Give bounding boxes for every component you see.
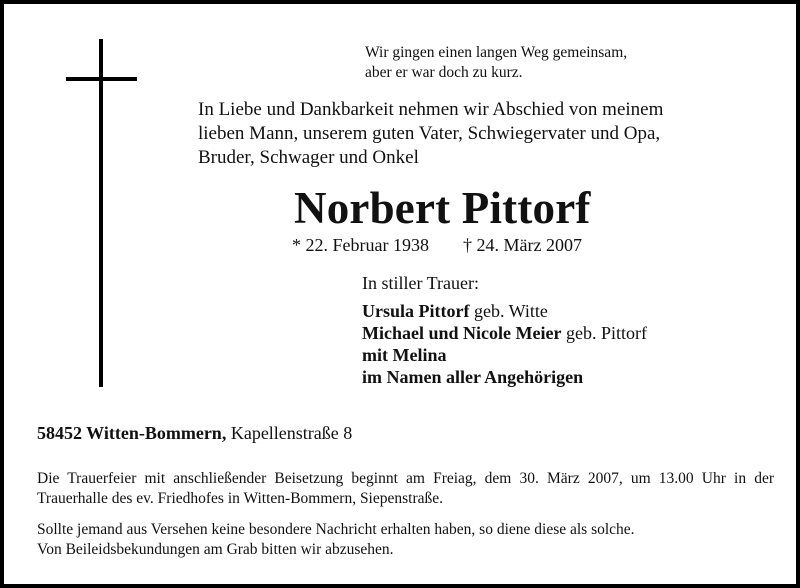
notice-paragraph [37, 520, 777, 560]
notice-line-1: Sollte jemand aus Versehen keine besondere Nachricht erhalten haben, so diene diese als solche. [37, 521, 635, 538]
mourner-line [362, 300, 647, 322]
deceased-name: Norbert Pittorf [294, 183, 591, 233]
mourner-name: im Namen aller Angehörigen [362, 367, 584, 387]
quote [365, 43, 627, 83]
mourner-suffix: geb. Witte [469, 301, 548, 321]
intro-line-3: Bruder, Schwager und Onkel [198, 147, 419, 168]
death-date: † 24. März 2007 [462, 235, 582, 255]
mourner-line [362, 322, 647, 344]
mourner-name: Ursula Pittorf [362, 301, 470, 321]
birth-date: * 22. Februar 1938 [292, 235, 429, 255]
notice-line-2: Von Beileidsbekundungen am Grab bitten wir abzusehen. [37, 541, 394, 558]
quote-line-1: Wir gingen einen langen Weg gemeinsam, [365, 44, 628, 61]
cross-icon [99, 39, 103, 387]
mourning-label: In stiller Trauer: [362, 273, 479, 293]
cross-icon-crossbar [66, 77, 137, 81]
ceremony-paragraph: Die Trauerfeier mit anschließender Beisetzung beginnt am Freiag, dem 30. März 2007, um 13.00 Uhr in der Trauerhalle des ev. Friedhofes in Witten-Bommern, Siepenstraße. [37, 470, 774, 507]
mourner-name: mit Melina [362, 345, 447, 365]
mourner-suffix: geb. Pittorf [561, 323, 647, 343]
address [37, 423, 352, 444]
mourner-name: Michael und Nicole Meier [362, 323, 562, 343]
intro-text [198, 98, 663, 170]
life-dates [292, 235, 582, 256]
address-city: 58452 Witten-Bommern, [37, 423, 227, 443]
quote-line-2: aber er war doch zu kurz. [365, 64, 523, 81]
address-street: Kapellenstraße 8 [226, 423, 353, 443]
mourners-list [362, 300, 647, 388]
intro-line-1: In Liebe und Dankbarkeit nehmen wir Abschied von meinem [198, 99, 664, 120]
mourner-line [362, 366, 647, 388]
intro-line-2: lieben Mann, unserem guten Vater, Schwiegervater und Opa, [198, 123, 661, 144]
mourner-line [362, 344, 647, 366]
